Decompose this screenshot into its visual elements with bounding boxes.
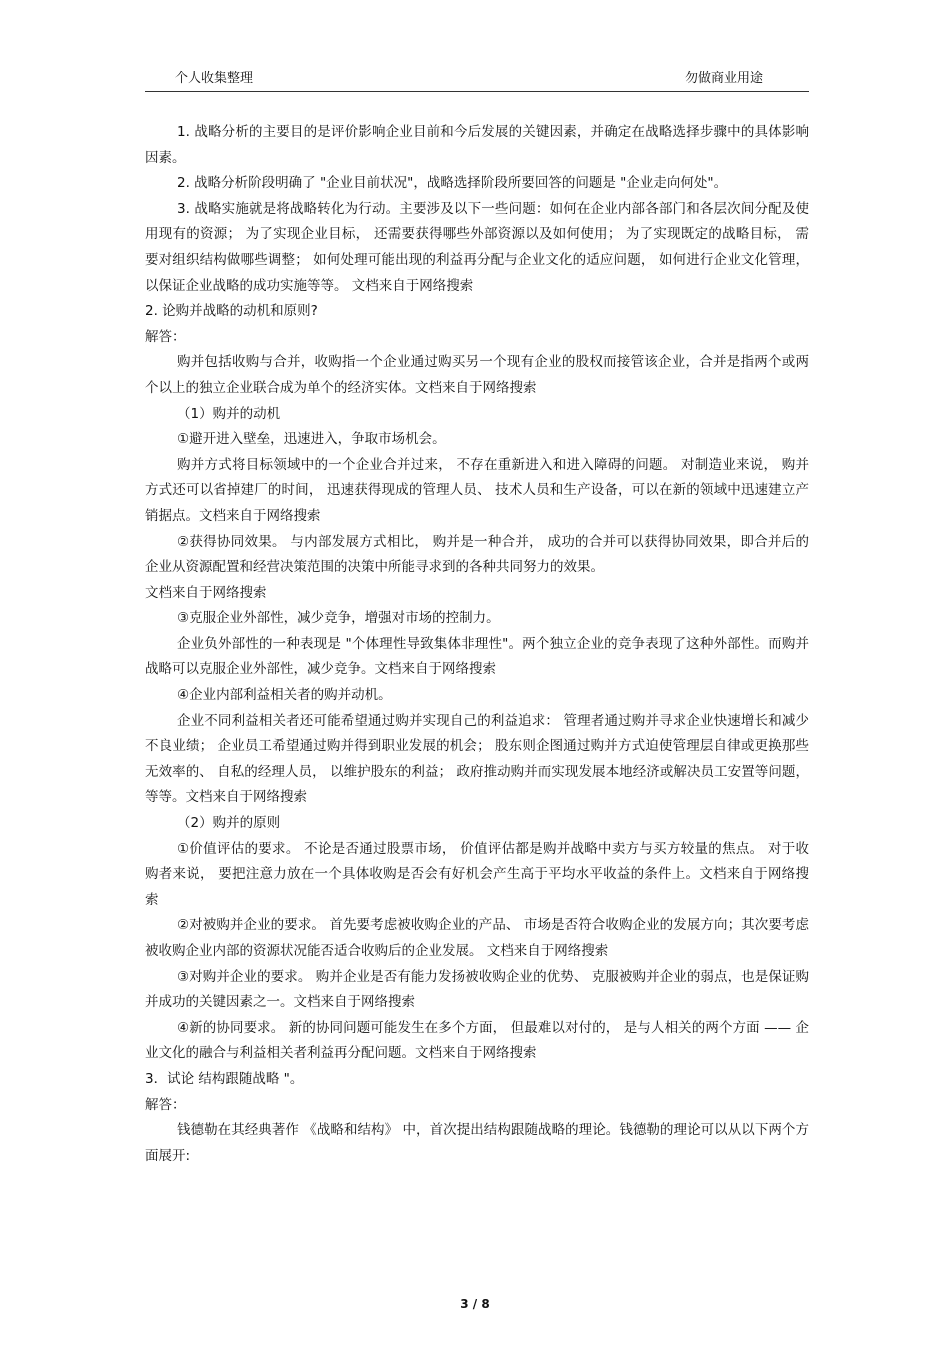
principle-3: ③对购并企业的要求。 购并企业是否有能力发扬被收购企业的优势、 克服被购并企业的弱点，也是保证购并成功的关键因素之一。文档来自于网络搜索 bbox=[145, 968, 809, 1011]
answer-label-2: 解答： bbox=[145, 1096, 186, 1113]
paragraph-strategy-stages: 2. 战略分析阶段明确了 "企业目前状况"，战略选择阶段所要回答的问题是 "企业走向何处"。 bbox=[177, 175, 728, 192]
document-body bbox=[145, 120, 809, 1169]
subheading-merger-principles: （2）购并的原则 bbox=[177, 815, 281, 832]
motive-2-source: 文档来自于网络搜索 bbox=[145, 584, 267, 601]
header-right-text: 勿做商业用途 bbox=[684, 71, 763, 86]
motive-1-title: ①避开进入壁垒，迅速进入，争取市场机会。 bbox=[177, 431, 446, 448]
paragraph-strategy-analysis: 1. 战略分析的主要目的是评价影响企业目前和今后发展的关键因素，并确定在战略选择步骤中的具体影响因素。 bbox=[145, 124, 809, 166]
motive-2-body: ②获得协同效果。 与内部发展方式相比， 购并是一种合并， 成功的合并可以获得协同效果，即合并后的企业从资源配置和经营决策范围的决策中所能寻求到的各种共同努力的效果。 bbox=[145, 533, 809, 576]
paragraph-chandler: 钱德勒在其经典著作 《战略和结构》 中，首次提出结构跟随战略的理论。钱德勒的理论可以从以下两个方面展开: bbox=[145, 1122, 809, 1164]
page-header bbox=[145, 64, 809, 92]
page-number: 3 / 8 bbox=[460, 1297, 490, 1311]
motive-4-title: ④企业内部利益相关者的购并动机。 bbox=[177, 687, 392, 704]
paragraph-strategy-implementation: 3. 战略实施就是将战略转化为行动。主要涉及以下一些问题：如何在企业内部各部门和各层次间分配及使用现有的资源； 为了实现企业目标， 还需要获得哪些外部资源以及如何使用； 为了实现既定的战略目标， 需要对组织结构做哪些调整； 如何处理可能出现的利益再分配与企业文化的适应问题， 如何进行企业文化管理， 以保证企业战略的成功实施等等。 文档来自于网络搜索 bbox=[145, 200, 809, 294]
paragraph-merger-definition: 购并包括收购与合并，收购指一个企业通过购买另一个现有企业的股权而接管该企业，合并是指两个或两个以上的独立企业联合成为单个的经济实体。文档来自于网络搜索 bbox=[145, 354, 809, 396]
motive-4-body: 企业不同利益相关者还可能希望通过购并实现自己的利益追求： 管理者通过购并寻求企业快速增长和减少不良业绩； 企业员工希望通过购并得到职业发展的机会； 股东则企图通过购并方式迫使管理层自律或更换那些无效率的、 自私的经理人员， 以维护股东的利益； 政府推动购并而实现发展本地经济或解决员工安置等问题，等等。文档来自于网络搜索 bbox=[145, 712, 809, 806]
subheading-merger-motives: （1）购并的动机 bbox=[177, 405, 281, 422]
header-left-text: 个人收集整理 bbox=[175, 71, 254, 86]
motive-3-body: 企业负外部性的一种表现是 "个体理性导致集体非理性"。两个独立企业的竞争表现了这种外部性。而购并战略可以克服企业外部性，减少竞争。文档来自于网络搜索 bbox=[145, 635, 809, 678]
question-heading-2: 2. 论购并战略的动机和原则? bbox=[145, 303, 318, 320]
principle-1: ①价值评估的要求。 不论是否通过股票市场， 价值评估都是购并战略中卖方与买方较量的焦点。 对于收购者来说， 要把注意力放在一个具体收购是否会有好机会产生高于平均水平收益的条件上。文档来自于网络搜索 bbox=[145, 840, 809, 908]
motive-1-body: 购并方式将目标领域中的一个企业合并过来， 不存在重新进入和进入障碍的问题。 对制造业来说， 购并方式还可以省掉建厂的时间， 迅速获得现成的管理人员、 技术人员和生产设备，可以在新的领域中迅速建立产销据点。文档来自于网络搜索 bbox=[145, 456, 809, 524]
answer-label: 解答： bbox=[145, 328, 186, 345]
principle-2: ②对被购并企业的要求。 首先要考虑被收购企业的产品、 市场是否符合收购企业的发展方向；其次要考虑被收购企业内部的资源状况能否适合收购后的企业发展。 文档来自于网络搜索 bbox=[145, 917, 809, 959]
principle-4: ④新的协同要求。 新的协同问题可能发生在多个方面， 但最难以对付的， 是与人相关的两个方面 —— 企业文化的融合与利益相关者利益再分配问题。文档来自于网络搜索 bbox=[145, 1019, 809, 1062]
motive-3-title: ③克服企业外部性，减少竞争，增强对市场的控制力。 bbox=[177, 610, 500, 627]
question-heading-3: 3．试论 结构跟随战略 "。 bbox=[145, 1070, 304, 1087]
